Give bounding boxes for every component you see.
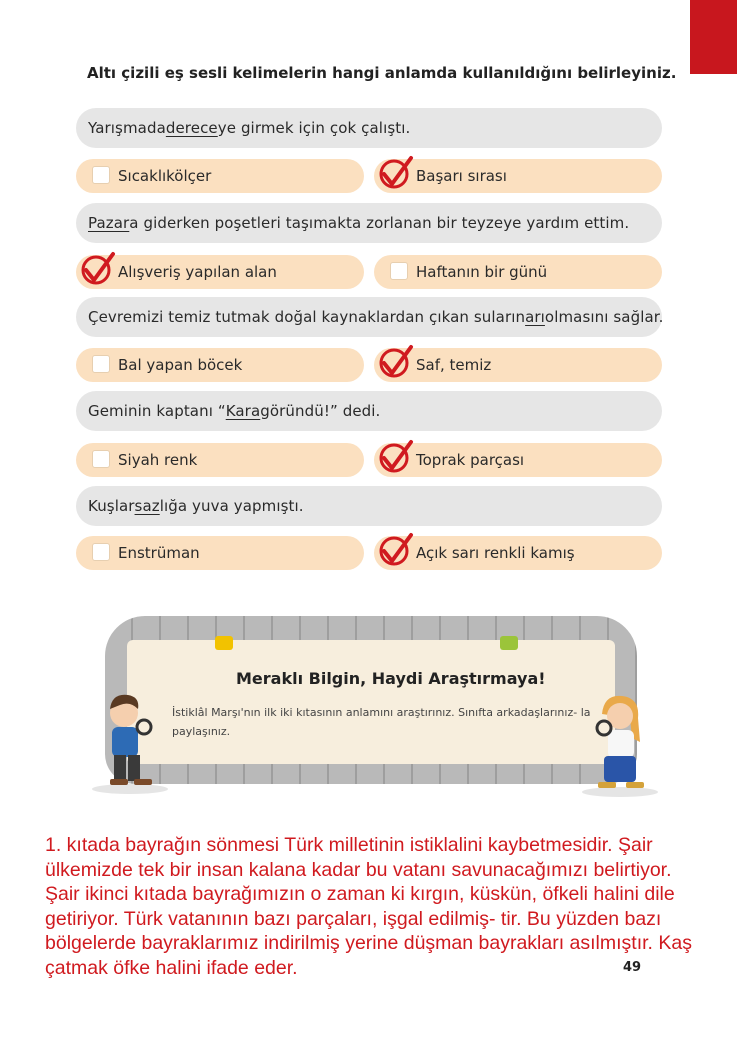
sentence-pre: Çevremizi temiz tutmak doğal kaynaklardan çıkan suların: [88, 308, 526, 326]
instruction-text: Altı çizili eş sesli kelimelerin hangi anlamda kullanıldığını belirleyiniz.: [87, 64, 677, 82]
underlined-word: derece: [165, 119, 218, 137]
research-text: İstiklâl Marşı'nın ilk iki kıtasının anlamını araştırınız. Sınıfta arkadaşlarınız- la paylaşınız.: [172, 706, 591, 738]
question-sentence: [76, 297, 662, 337]
question-sentence: [76, 203, 662, 243]
checkbox[interactable]: [92, 166, 110, 184]
red-check-icon: [377, 343, 415, 383]
sentence-post: a giderken poşetleri taşımakta zorlanan bir teyzeye yardım ettim.: [129, 214, 630, 232]
sentence-post: göründü!” dedi.: [260, 402, 381, 420]
option-label: Alışveriş yapılan alan: [118, 263, 277, 281]
sentence-pre: Geminin kaptanı “: [88, 402, 226, 420]
answer-option-left[interactable]: [76, 255, 364, 289]
answer-option-right[interactable]: [374, 159, 662, 193]
question-sentence: [76, 108, 662, 148]
option-label: Sıcaklıkölçer: [118, 167, 212, 185]
answer-option-left[interactable]: [76, 536, 364, 570]
answer-option-right[interactable]: [374, 443, 662, 477]
option-label: Açık sarı renkli kamış: [416, 544, 575, 562]
answer-option-left[interactable]: [76, 443, 364, 477]
red-check-icon: [377, 438, 415, 478]
answer-option-left[interactable]: [76, 348, 364, 382]
sentence-post: ye girmek için çok çalıştı.: [217, 119, 411, 137]
board-paper: [127, 640, 615, 764]
red-check-icon: [79, 250, 117, 290]
boy-with-magnifier-illustration: [90, 685, 170, 795]
checkbox[interactable]: [92, 543, 110, 561]
page-number: 49: [623, 960, 642, 975]
sentence-post: olmasını sağlar.: [544, 308, 664, 326]
answer-option-right[interactable]: [374, 255, 662, 289]
option-label: Toprak parçası: [416, 451, 525, 469]
girl-with-magnifier-illustration: [580, 688, 660, 798]
red-check-icon: [377, 154, 415, 194]
handwritten-answer: 1. kıtada bayrağın sönmesi Türk milletinin istiklalini kaybetmesidir. Şair ülkemizde tek bir insan kalana kadar bu vatanı savunacağımızı belirtiyor. Şair ikinci kıtada bayrağımızın o zaman ki kırgın, küskün, öfkeli halini dile getiriyor. Türk vatanının bazı parçaları, işgal edilmiş- tir. Bu yüzden bazı bölgelerde bayraklarımız indirilmiş yerine düşman bayrakları asılmıştır. Kaş çatmak öfke halini ifade eder.: [45, 834, 692, 979]
answer-option-right[interactable]: [374, 536, 662, 570]
answer-option-right[interactable]: [374, 348, 662, 382]
option-label: Enstrüman: [118, 544, 200, 562]
corner-tab: [690, 0, 737, 74]
checkbox[interactable]: [390, 262, 408, 280]
paper-clip-icon: [215, 636, 233, 650]
option-label: Haftanın bir günü: [416, 263, 548, 281]
underlined-word: Pazar: [88, 214, 130, 232]
underlined-word: Kara: [225, 402, 261, 420]
underlined-word: saz: [134, 497, 160, 515]
option-label: Bal yapan böcek: [118, 356, 243, 374]
sentence-pre: Yarışmada: [88, 119, 166, 137]
underlined-word: arı: [525, 308, 545, 326]
sentence-pre: Kuşlar: [88, 497, 135, 515]
checkbox[interactable]: [92, 355, 110, 373]
option-label: Siyah renk: [118, 451, 198, 469]
answer-option-left[interactable]: [76, 159, 364, 193]
research-title: Meraklı Bilgin, Haydi Araştırmaya!: [236, 669, 546, 688]
research-board: [105, 616, 637, 784]
sentence-post: lığa yuva yapmıştı.: [159, 497, 304, 515]
question-sentence: [76, 391, 662, 431]
question-sentence: [76, 486, 662, 526]
red-check-icon: [377, 531, 415, 571]
paper-clip-icon: [500, 636, 518, 650]
option-label: Başarı sırası: [416, 167, 507, 185]
option-label: Saf, temiz: [416, 356, 492, 374]
checkbox[interactable]: [92, 450, 110, 468]
